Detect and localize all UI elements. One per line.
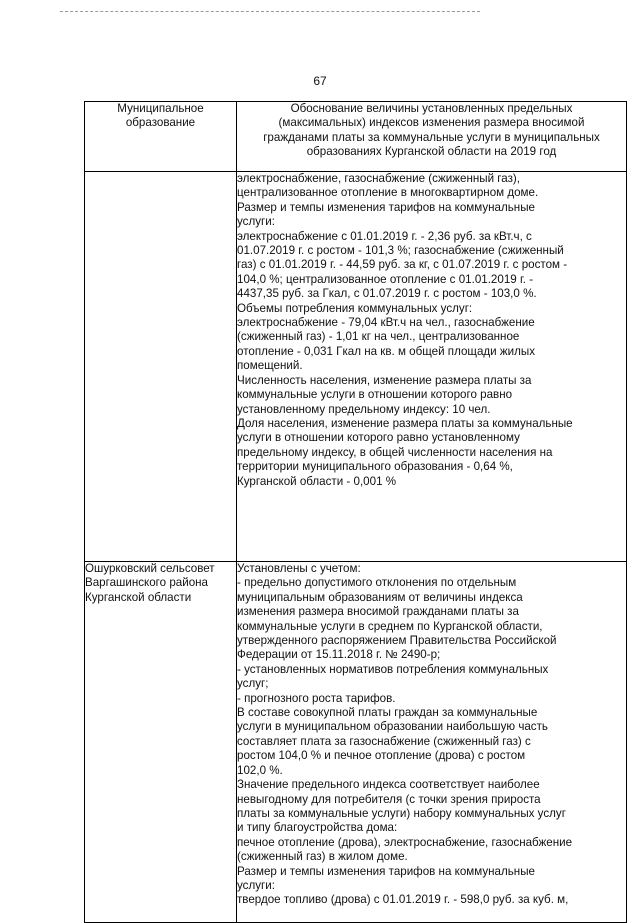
text-line: составляет плата за газоснабжение (сжиженный газ) с — [237, 734, 531, 748]
text-line: электроснабжение, газоснабжение (сжиженный газ), — [237, 172, 520, 185]
text-line: твердое топливо (дрова) с 01.01.2019 г. - 598,0 руб. за куб. м, — [237, 893, 569, 907]
text-line: предельному индексу, в общей численности населения на — [237, 445, 553, 459]
header-line: образованиях Курганской области на 2019 год — [306, 145, 557, 159]
text-line: 102,0 %. — [237, 763, 283, 777]
text-line: Установлены с учетом: — [237, 562, 361, 575]
header-municipality — [85, 102, 237, 172]
text-line: (сжиженный газ) - 1,01 кг на чел., централизованное — [237, 330, 520, 344]
page-number: 67 — [313, 74, 327, 88]
scan-edge-line — [60, 11, 480, 12]
text-line: централизованное отопление в многоквартирном доме. — [237, 186, 539, 200]
municipality-name-line: Ошурковский сельсовет — [85, 562, 215, 575]
text-line: невыгодному для потребителя (с точки зрения прироста — [237, 792, 541, 806]
text-line: ростом 104,0 % и печное отопление (дрова) с ростом — [237, 749, 526, 763]
text-line: услуги в отношении которого равно установленному — [237, 431, 520, 445]
table-row — [85, 172, 627, 562]
text-line: Размер и темпы изменения тарифов на коммунальные — [237, 200, 535, 214]
text-line: и типу благоустройства дома: — [237, 821, 398, 835]
text-line: Курганской области - 0,001 % — [237, 474, 397, 488]
text-line: изменения размера вносимой гражданами платы за — [237, 605, 519, 619]
municipality-name-line: Курганской области — [85, 590, 192, 604]
justification-cell — [237, 562, 627, 923]
text-line: платы за коммунальные услуги) набору коммунальных услуг — [237, 806, 566, 820]
table-row — [85, 562, 627, 923]
text-line: утвержденного распоряжением Правительства Российской — [237, 634, 557, 648]
text-line: установленному предельному индексу: 10 чел. — [237, 402, 491, 416]
text-line: электроснабжение с 01.01.2019 г. - 2,36 руб. за кВт.ч, с — [237, 229, 532, 243]
text-line: муниципальным образованиям от величины индекса — [237, 590, 523, 604]
municipality-name-line: Варгашинского района — [85, 576, 208, 590]
text-line: Значение предельного индекса соответствует наиболее — [237, 778, 540, 792]
header-line: Обоснование величины установленных предельных — [290, 102, 573, 115]
tariff-index-table — [84, 101, 627, 923]
text-line: Доля населения, изменение размера платы за коммунальные — [237, 416, 573, 430]
text-line: газ) с 01.01.2019 г. - 44,59 руб. за кг, с 01.07.2019 г. с ростом - — [237, 258, 568, 272]
text-line: услуги: — [237, 215, 275, 229]
header-justification — [237, 102, 627, 172]
text-line: печное отопление (дрова), электроснабжение, газоснабжение — [237, 835, 573, 849]
text-line: 01.07.2019 г. с ростом - 101,3 %; газоснабжение (сжиженный — [237, 244, 564, 258]
text-line: Численность населения, изменение размера платы за — [237, 373, 532, 387]
header-line: Муниципальное — [117, 102, 204, 115]
text-line: услуг; — [237, 677, 269, 691]
text-line: Размер и темпы изменения тарифов на коммунальные — [237, 864, 535, 878]
header-line: образование — [125, 116, 196, 130]
municipality-cell — [85, 562, 237, 923]
municipality-cell — [85, 172, 237, 562]
header-line: гражданами платы за коммунальные услуги в муниципальных — [263, 130, 600, 144]
text-line: Объемы потребления коммунальных услуг: — [237, 301, 473, 315]
justification-cell — [237, 172, 627, 562]
text-line: 104,0 %; централизованное отопление с 01.01.2019 г. - — [237, 272, 534, 286]
text-line: - установленных нормативов потребления коммунальных — [237, 662, 549, 676]
text-line: электроснабжение - 79,04 кВт.ч на чел., газоснабжение — [237, 316, 535, 330]
text-line: В составе совокупной платы граждан за коммунальные — [237, 706, 538, 720]
text-line: услуги в муниципальном образовании наибольшую часть — [237, 720, 548, 734]
text-line: (сжиженный газ) в жилом доме. — [237, 850, 408, 864]
text-line: территории муниципального образования - 0,64 %, — [237, 460, 513, 474]
header-line: (максимальных) индексов изменения размера вносимой — [278, 116, 585, 130]
text-line: коммунальные услуги в среднем по Курганской области, — [237, 619, 543, 633]
table-header-row — [85, 102, 627, 172]
text-line: - прогнозного роста тарифов. — [237, 691, 396, 705]
text-line: услуги: — [237, 878, 275, 892]
text-line: 4437,35 руб. за Гкал, с 01.07.2019 г. с ростом - 103,0 %. — [237, 287, 537, 301]
text-line: помещений. — [237, 359, 303, 373]
text-line: Федерации от 15.11.2018 г. № 2490-р; — [237, 648, 441, 662]
text-line: отопление - 0,031 Гкал на кв. м общей площади жилых — [237, 344, 535, 358]
text-line: - предельно допустимого отклонения по отдельным — [237, 576, 517, 590]
text-line: коммунальные услуги в отношении которого равно — [237, 388, 513, 402]
